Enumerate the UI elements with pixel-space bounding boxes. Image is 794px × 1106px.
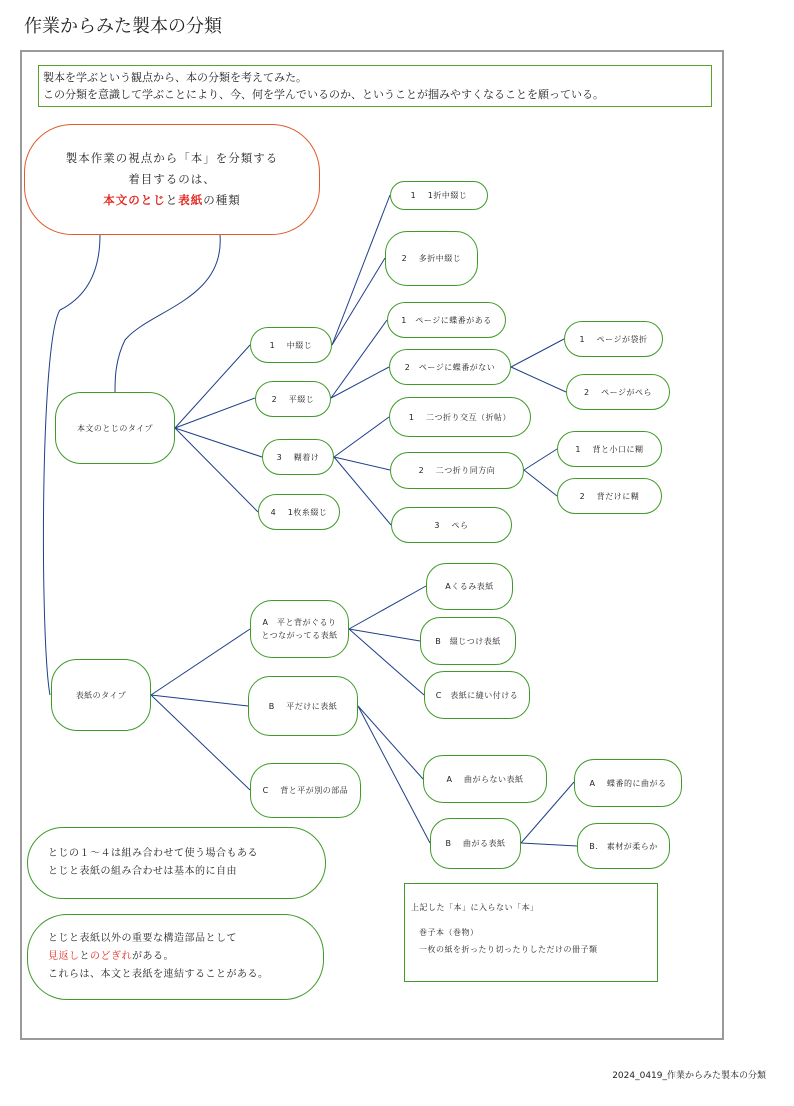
node-label: 2 ページがぺら (584, 387, 652, 397)
cover-b-2-node (430, 818, 521, 869)
binding-1-node (250, 327, 332, 363)
node-label: C 背と平が別の部品 (262, 786, 349, 795)
cover-a-node (250, 600, 349, 658)
node-label: 1 二つ折り交互（折帖） (408, 412, 512, 422)
node-label: 1 1折中綴じ (410, 191, 468, 200)
node-label: A 平と背がぐるり (262, 618, 337, 627)
cover-b-node (248, 676, 358, 736)
node-label: 2 ページに蝶番がない (404, 362, 496, 372)
binding-4-node (258, 494, 340, 530)
node-label: B 綴じつけ表紙 (435, 636, 501, 646)
cover-b-2-1-node (574, 759, 682, 807)
cover-a-3-node (424, 671, 530, 719)
binding-1-1-node (390, 181, 488, 210)
node-label: 3 ぺら (434, 520, 469, 530)
binding-3-2-1-node (557, 431, 662, 467)
connector (524, 470, 557, 496)
node-label: A 蝶番的に曲がる (589, 778, 667, 788)
exceptions-title: 上記した「本」に入らない「本」 (411, 903, 539, 912)
binding-type-node (55, 392, 175, 464)
node-label: 1 ページが袋折 (579, 334, 648, 344)
root-highlight-binding: 本文のとじ (103, 193, 166, 207)
connector (331, 367, 389, 398)
node-label: 4 1枚糸綴じ (270, 507, 328, 517)
exceptions-box (404, 883, 658, 982)
connector (175, 345, 250, 428)
root-connector-text: と (165, 193, 179, 207)
connector (349, 586, 426, 629)
root-highlight-cover: 表紙 (178, 193, 204, 207)
node-label: 本文のとじのタイプ (76, 423, 154, 433)
node-label: 3 糊着け (276, 452, 320, 462)
connector (331, 320, 387, 398)
note-line: とじの１～４は組み合わせて使う場合もある (48, 848, 258, 859)
exceptions-line: 巻子本（巻物） (419, 928, 479, 937)
note-line: とじと表紙以外の重要な構造部品として (48, 933, 237, 944)
connector (175, 398, 255, 428)
node-label: 1 ページに蝶番がある (401, 315, 492, 325)
node-label: Aくるみ表紙 (445, 582, 494, 591)
connector-root-to-cover (43, 235, 100, 695)
node-label: B. 素材が柔らか (589, 841, 658, 851)
root-line-3 (103, 190, 241, 211)
binding-2-2-2-node (566, 374, 670, 410)
node-label: 2 多折中綴じ (401, 254, 462, 263)
binding-3-2-2-node (557, 478, 662, 514)
binding-3-node (262, 439, 334, 475)
connector (175, 428, 258, 512)
page-title: 作業からみた製本の分類 (24, 16, 222, 37)
node-label: B 曲がる表紙 (445, 839, 506, 848)
connector (334, 457, 391, 525)
binding-2-1-node (387, 302, 506, 338)
node-label: 1 中綴じ (269, 340, 313, 350)
binding-3-3-node (391, 507, 512, 543)
binding-2-2-node (389, 349, 511, 385)
connector (349, 629, 420, 641)
combination-note (27, 827, 326, 899)
connector (334, 417, 389, 457)
connector (332, 195, 390, 345)
root-node (24, 124, 320, 235)
exceptions-line: 一枚の紙を折ったり切ったりしただけの冊子類 (419, 945, 598, 954)
note-line: 見返しとのどぎれがある。 (48, 951, 174, 962)
node-label: 表紙のタイプ (75, 690, 127, 700)
node-label: 2 二つ折り同方向 (418, 466, 496, 475)
node-label: 2 背だけに糊 (579, 491, 640, 501)
connector (332, 258, 385, 345)
root-line-1: 製本作業の視点から「本」を分類する (65, 151, 279, 165)
cover-a-1-node (426, 563, 513, 610)
binding-3-1-node (389, 397, 531, 437)
binding-3-2-node (390, 452, 524, 489)
highlight-mikaeshi: 見返し (48, 951, 80, 962)
connector (511, 339, 564, 367)
cover-a-2-node (420, 617, 516, 665)
node-label: 1 背と小口に糊 (575, 444, 644, 454)
connector (349, 629, 424, 695)
root-line-2: 着目するのは、 (128, 172, 216, 186)
node-label: とつながってる表紙 (261, 631, 338, 640)
cover-b-2-2-node (577, 823, 670, 869)
binding-1-2-node (385, 231, 478, 286)
connector (521, 843, 577, 846)
intro-line: この分類を意識して学ぶことにより、今、何を学んでいるのか、ということが掴みやすくなることを願っている。 (43, 88, 604, 101)
highlight-nodogire: のどぎれ (90, 951, 132, 962)
node-label: B 平だけに表紙 (268, 701, 338, 711)
footer-label: 2024_0419_作業からみた製本の分類 (612, 1071, 766, 1081)
connector (151, 695, 248, 706)
intro-line: 製本を学ぶという観点から、本の分類を考えてみた。 (43, 71, 307, 84)
cover-c-node (250, 763, 361, 818)
binding-2-node (255, 381, 331, 417)
connector-root-to-binding (115, 235, 220, 392)
connector (151, 629, 250, 695)
node-label: 2 平綴じ (271, 394, 315, 404)
node-label: C 表紙に縫い付ける (435, 690, 519, 700)
structure-note (27, 914, 324, 1000)
note-line: とじと表紙の組み合わせは基本的に自由 (48, 866, 237, 877)
root-suffix-text: の種類 (203, 193, 241, 207)
connector (175, 428, 262, 457)
note-line: これらは、本文と表紙を連結することがある。 (48, 969, 269, 980)
node-label: A 曲がらない表紙 (446, 774, 524, 784)
cover-type-node (51, 659, 151, 731)
cover-b-1-node (423, 755, 547, 803)
connector (524, 449, 557, 470)
binding-2-2-1-node (564, 321, 663, 357)
connector (511, 367, 566, 392)
connector (151, 695, 250, 790)
connector (334, 457, 390, 470)
